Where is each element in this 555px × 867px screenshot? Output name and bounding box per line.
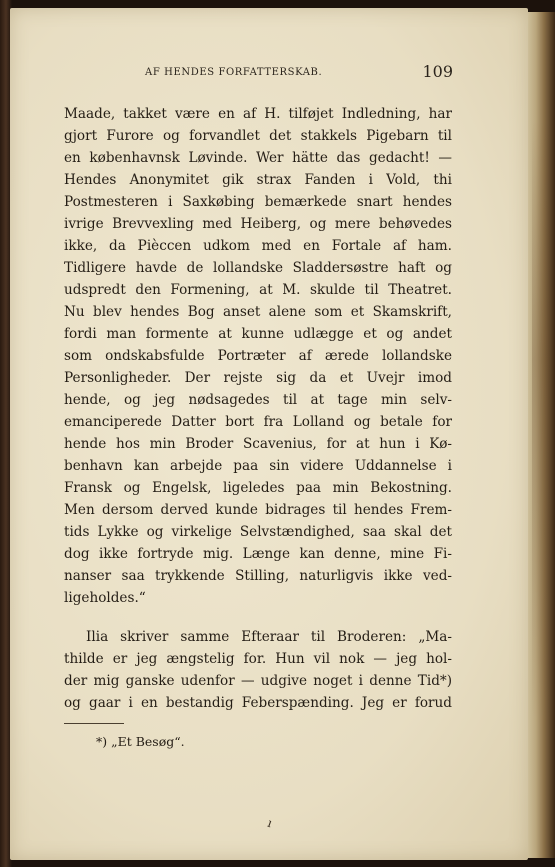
body-text	[64, 103, 452, 714]
text-line: ivrige Brevvexling med Heiberg, og mere behøvedes	[64, 216, 452, 232]
text-line: som ondskabsfulde Portræter af ærede lollandske	[64, 348, 452, 364]
text-line: og gaar i en bestandig Feberspænding. Jeg er forud	[64, 695, 452, 711]
text-line: Personligheder. Der rejste sig da et Uvejr imod	[64, 370, 452, 386]
text-line: gjort Furore og forvandlet det stakkels Pigebarn til	[64, 128, 452, 144]
text-line: Men dersom derved kunde bidrages til hendes Frem-	[64, 502, 452, 518]
text-line: udspredt den Formening, at M. skulde til Theatret.	[64, 282, 452, 298]
text-line: Maade, takket være en af H. tilføjet Indledning, har	[64, 106, 452, 122]
paragraph-gap	[64, 609, 452, 626]
text-line: emanciperede Datter bort fra Lolland og betale for	[64, 414, 452, 430]
page-header	[145, 64, 453, 86]
text-line: thilde er jeg ængstelig for. Hun vil nok — jeg hol-	[64, 651, 452, 667]
text-line: en københavnsk Løvinde. Wer hätte das gedacht! —	[64, 150, 452, 166]
edge-stain	[532, 120, 550, 720]
text-line: dog ikke fortryde mig. Længe kan denne, mine Fi-	[64, 546, 452, 562]
footnote-rule	[64, 723, 124, 724]
ink-mark: ı	[265, 815, 275, 831]
text-line: tids Lykke og virkelige Selvstændighed, saa skal det	[64, 524, 452, 540]
text-line: benhavn kan arbejde paa sin videre Uddannelse i	[64, 458, 452, 474]
text-line: fordi man formente at kunne udlægge et og andet	[64, 326, 452, 342]
text-line: hende hos min Broder Scavenius, for at hun i Kø-	[64, 436, 452, 452]
page-number: 109	[422, 62, 453, 81]
text-line: Nu blev hendes Bog anset alene som et Skamskrift,	[64, 304, 452, 320]
text-line: nanser saa trykkende Stilling, naturligvis ikke ved-	[64, 568, 452, 584]
text-line: Tidligere havde de lollandske Sladdersøstre haft og	[64, 260, 452, 276]
running-head: AF HENDES FORFATTERSKAB.	[145, 67, 323, 78]
text-line: hende, og jeg nødsagedes til at tage min selv-	[64, 392, 452, 408]
text-line: Hendes Anonymitet gik strax Fanden i Vold, thi	[64, 172, 452, 188]
footnote: *) „Et Besøg“.	[96, 734, 185, 749]
text-line: Postmesteren i Saxkøbing bemærkede snart hendes	[64, 194, 452, 210]
text-line: ligeholdes.“	[64, 590, 146, 606]
text-line: ikke, da Pièccen udkom med en Fortale af ham.	[64, 238, 452, 254]
text-line: Fransk og Engelsk, ligeledes paa min Bekostning.	[64, 480, 452, 496]
text-line: Ilia skriver samme Efteraar til Broderen: „Ma-	[86, 629, 452, 645]
text-line: der mig ganske udenfor — udgive noget i denne Tid*)	[64, 673, 452, 689]
